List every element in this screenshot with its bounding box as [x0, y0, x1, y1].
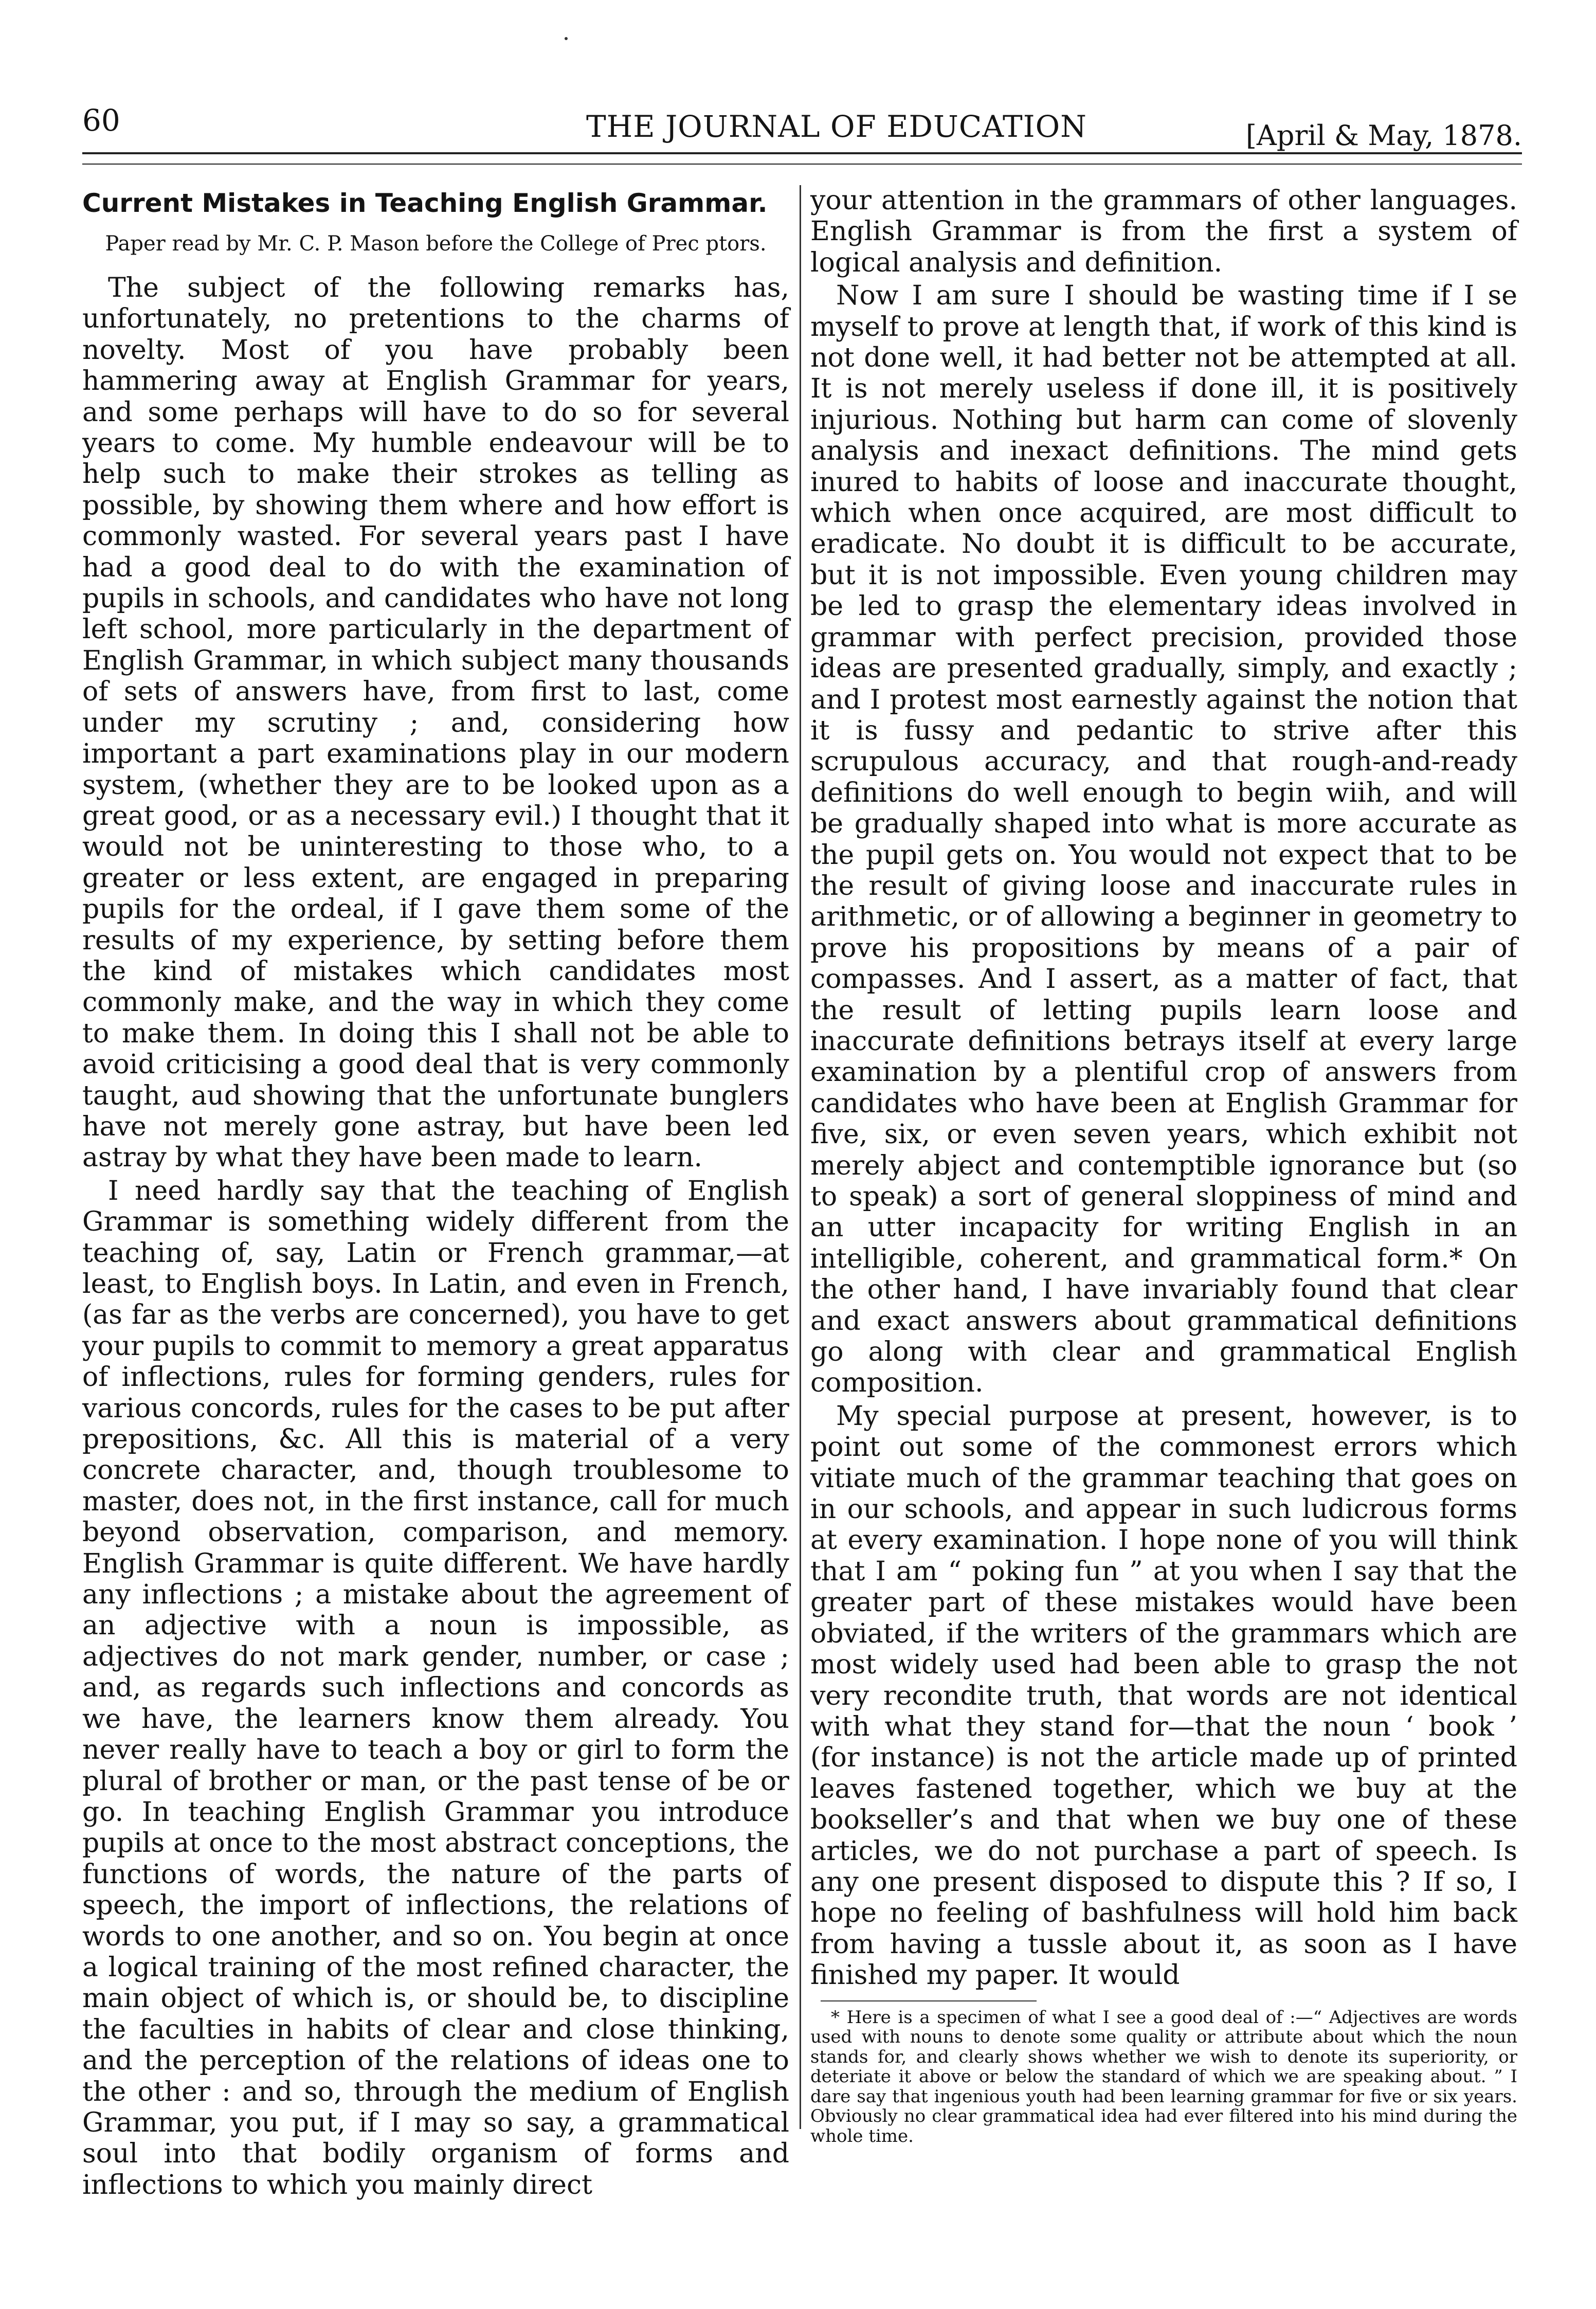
journal-title: THE JOURNAL OF EDUCATION — [586, 109, 1087, 144]
paragraph: The subject of the following remarks has, unfortunately, no pretentions to the charms of novelty. Most of you have probably been hammering away at English Grammar for years, and some perhaps will have to do so for several years to come. My humble endeavour will be to help such to make their strokes as telling as possible, by showing them where and how effort is commonly wasted. For several years past I have had a good deal to do with the examination of pupils in schools, and candidates who have not long left school, more particularly in the department of English Grammar, in which subject many thousands of sets of answers have, from first to last, come under my scrutiny ; and, considering how important a part examinations play in our modern system, (whether they are to be looked upon as a great good, or as a necessary evil.) I thought that it would not be uninteresting to those who, to a greater or less extent, are engaged in preparing pupils for the ordeal, if I gave them some of the results of my experience, by setting before them the kind of mistakes which candidates most commonly make, and the way in which they come to make them. In doing this I shall not be able to avoid criticising a good deal that is very commonly taught, aud showing that the unfortunate bunglers have not merely gone astray, but have been led astray by what they have been made to learn. — [82, 273, 789, 1174]
paragraph: My special purpose at present, however, is to point out some of the commonest errors which vitiate much of the grammar teaching that goes on in our schools, and appear in such ludicrous forms at every examination. I hope none of you will think that I am “ poking fun ” at you when I say that the greater part of these mistakes would have been obviated, if the writers of the grammars which are most widely used had been able to grasp the not very recondite truth, that words are not identical with what they stand for—that the noun ‘ book ’ (for instance) is not the article made up of printed leaves fastened together, which we buy at the bookseller’s and that when we buy one of these articles, we do not purchase a part of speech. Is any one present disposed to dispute this ? If so, I hope no feeling of bashfulness will hold him back from having a tussle about it, as soon as I have finished my paper. It would — [810, 1400, 1517, 1991]
article-byline: Paper read by Mr. C. P. Mason before the College of Prec ptors. — [105, 232, 767, 256]
page-header — [82, 98, 1522, 159]
print-speck — [565, 37, 568, 40]
header-rule — [82, 152, 1522, 154]
left-column — [82, 185, 789, 2200]
paragraph: I need hardly say that the teaching of English Grammar is something widely different from the teaching of, say, Latin or French grammar,—at least, to English boys. In Latin, and even in French, (as far as the verbs are concerned), you have to get your pupils to commit to memory a great apparatus of inflections, rules for forming genders, rules for various concords, rules for the cases to be put after prepositions, &c. All this is material of a very concrete character, and, though troublesome to master, does not, in the first instance, call for much beyond observation, comparison, and memory. English Grammar is quite different. We have hardly any inflections ; a mistake about the agreement of an adjective with a noun is impossible, as adjectives do not mark gender, number, or case ; and, as regards such inflections and concords as we have, the learners know them already. You never really have to teach a boy or girl to form the plural of brother or man, or the past tense of be or go. In teaching English Grammar you introduce pupils at once to the most abstract conceptions, the functions of words, the nature of the parts of speech, the import of inflections, the relations of words to one another, and so on. You begin at once a logical training of the most refined character, the main object of which is, or should be, to discipline the faculties in habits of clear and close thinking, and the perception of the relations of ideas one to the other : and so, through the medium of English Grammar, you put, if I may so say, a grammatical soul into that bodily organism of forms and inflections to which you mainly direct — [82, 1175, 789, 2200]
page-number: 60 — [82, 103, 120, 138]
issue-date: [April & May, 1878. — [1245, 119, 1522, 152]
paragraph: Now I am sure I should be wasting time if I se myself to prove at length that, if work of this kind is not done well, it had better not be attempted at all. It is not merely useless if done ill, it is positively injurious. Nothing but harm can come of slovenly analysis and inexact definitions. The mind gets inured to habits of loose and inaccurate thought, which when once acquired, are most difficult to eradicate. No doubt it is difficult to be accurate, but it is not impossible. Even young children may be led to grasp the elementary ideas involved in grammar with perfect precision, provided those ideas are presented gradually, simply, and exactly ; and I protest most earnestly against the notion that it is fussy and pedantic to strive after this scrupulous accuracy, and that rough-and-ready definitions do well enough to begin wiih, and will be gradually shaped into what is more accurate as the pupil gets on. You would not expect that to be the result of giving loose and inaccurate rules in arithmetic, or of allowing a beginner in geometry to prove his propositions by means of a pair of compasses. And I assert, as a matter of fact, that the result of letting pupils learn loose and inaccurate definitions betrays itself at every large examination by a plentiful crop of answers from candidates who have been at English Grammar for five, six, or even seven years, which exhibit not merely abject and contemptible ignorance but (so to speak) a sort of general sloppiness of mind and an utter incapacity for writing English in an intelligible, coherent, and grammatical form.* On the other hand, I have invariably found that clear and exact answers about grammatical definitions go along with clear and grammatical English composition. — [810, 280, 1517, 1399]
article-title: Current Mistakes in Teaching English Grammar. — [82, 188, 768, 218]
footnote-rule — [821, 2000, 1037, 2001]
right-column — [810, 185, 1517, 2146]
paragraph: your attention in the grammars of other languages. English Grammar is from the first a system of logical analysis and definition. — [810, 185, 1517, 278]
header-rule-thin — [82, 164, 1522, 165]
column-divider — [800, 185, 801, 2129]
footnote: * Here is a specimen of what I see a good deal of :—“ Adjectives are words used with nouns to denote some quality or attribute about which the noun stands for, and clearly shows whether we wish to denote its superiority, or deteriate it above or below the standard of which we are speaking about. ” I dare say that ingenious youth had been learning grammar for five or six years. Obviously no clear grammatical idea had ever filtered into his mind during the whole time. — [810, 2007, 1517, 2146]
